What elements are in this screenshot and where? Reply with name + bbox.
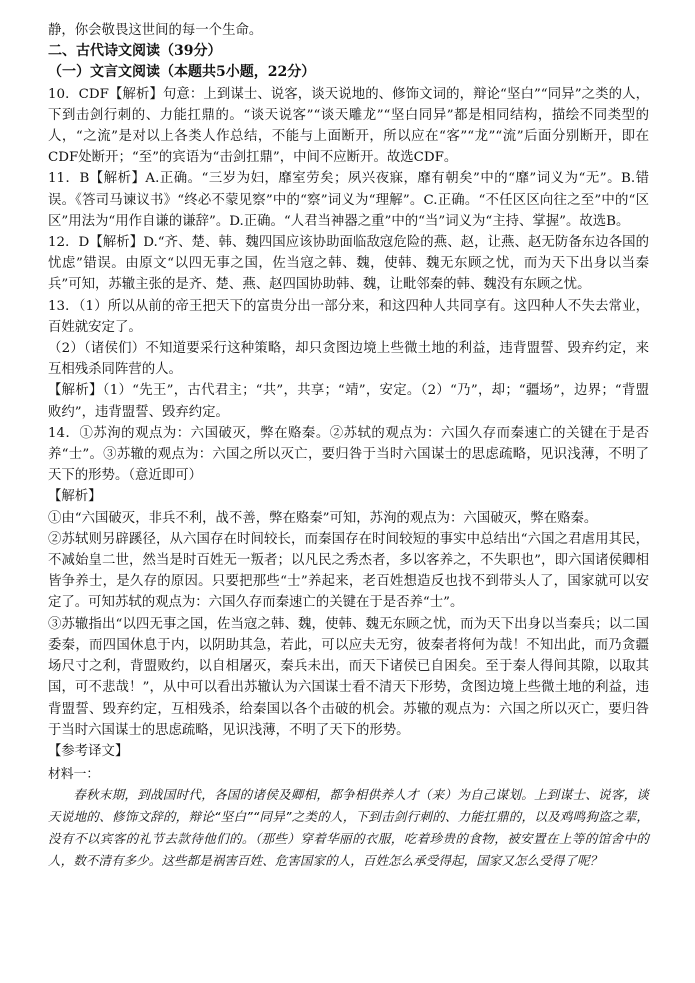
analysis-point-1: ①由“六国破灭，非兵不利，战不善，弊在赂秦”可知，苏洵的观点为：六国破灭，弊在赂秦。: [48, 510, 598, 526]
answer-q13-analysis: 【解析】（1）“先王”，古代君主；“共”，共享；“靖”，安定。（2）“乃”，却；“疆场”，边界；“背盟败约”，违背盟誓、毁弃约定。: [48, 383, 649, 420]
translation-block: [48, 766, 649, 872]
answer-q10: 10．CDF【解析】句意：上到谋士、说客，谈天说地的、修饰文词的，辩论“坚白”“同异”之类的人，下到击剑行刺的、力能扛鼎的。“谈天说客”“谈天雕龙”“坚白同异”都是相同结构，描绘不同类型的人，“之流”是对以上各类人作总结，不能与上面断开，所以应在“客”“龙”“流”后面分别断开，即在CDF处断开；“至”的宾语为“击剑扛鼎”，中间不应断开。故选CDF。: [48, 86, 649, 166]
analysis-label: 【解析】: [48, 489, 102, 505]
section-heading: 二、古代诗文阅读（39分）: [48, 43, 222, 60]
answer-q13-part1: 13．（1）所以从前的帝王把天下的富贵分出一部分来，和这四种人共同享有。这四种人不失去常业，百姓就安定了。: [48, 298, 649, 335]
reference-translation-label: 【参考译文】: [48, 743, 129, 759]
subsection-heading: （一）文言文阅读（本题共5小题，22分）: [48, 64, 316, 81]
translation-paragraph: 春秋末期，到战国时代，各国的诸侯及卿相，都争相供养人才（来）为自己谋划。上到谋士、说客，谈天说地的、修饰文辞的，辩论“坚白”“同异”之类的人，下到击剑行刺的、力能扛鼎的，以及鸡鸣狗盗之辈，没有不以宾客的礼节去款待他们的。（那些）穿着华丽的衣服，吃着珍贵的食物，被安置在上等的馆舍中的人，数不清有多少。这些都是祸害百姓、危害国家的人，百姓怎么承受得起，国家又怎么受得了呢？: [48, 787, 649, 869]
answer-q11: 11．B【解析】A.正确。“三岁为妇，靡室劳矣；夙兴夜寐，靡有朝矣”中的“靡”词义为“无”。B.错误。《答司马谏议书》“终必不蒙见察”中的“察”词义为“理解”。C.正确。“不任区区向往之至”中的“区区”用法为“用作自谦的谦辞”。D.正确。“人君当神器之重”中的“当”词义为“主持、掌握”。故选B。: [48, 171, 649, 229]
answer-q14: 14．①苏洵的观点为：六国破灭，弊在赂秦。②苏轼的观点为：六国久存而秦速亡的关键在于是否养“士”。③苏辙的观点为：六国之所以灭亡，要归咎于当时六国谋士的思虑疏略，见识浅薄，不明了天下的形势。（意近即可）: [48, 425, 649, 484]
analysis-point-2: ②苏轼则另辟蹊径，从六国存在时间较长，而秦国存在时间较短的事实中总结出“六国之君虐用其民，不减始皇二世，然当是时百姓无一叛者；以凡民之秀杰者，多以客养之，不失职也”，即六国诸侯卿相皆争养士，是久存的原因。只要把那些“士”养起来，老百姓想造反也找不到带头人了，国家就可以安定了。可知苏轼的观点为：六国久存而秦速亡的关键在于是否养“士”。: [48, 531, 649, 611]
analysis-point-3: ③苏辙指出“以四无事之国，佐当寇之韩、魏，使韩、魏无东顾之忧，而为天下出身以当秦兵；以二国委秦，而四国休息于内，以阴助其急，若此，可以应夫无穷，彼秦者将何为哉！不知出此，而乃贪疆场尺寸之利，背盟败约，以自相屠灭，秦兵未出，而天下诸侯已自困矣。至于秦人得间其隙，以取其国，可不悲哉！”，从中可以看出苏辙认为六国谋士看不清天下形势，贪图边境上些微土地的利益，违背盟誓、毁弃约定，互相残杀，给秦国以各个击破的机会。苏辙的观点为：六国之所以灭亡，要归咎于当时六国谋士的思虑疏略，见识浅薄，不明了天下的形势。: [48, 616, 649, 738]
answer-q12: 12．D【解析】D.“齐、楚、韩、魏四国应该协助面临敌寇危险的燕、赵，让燕、赵无防备东边各国的忧虑”错误。由原文“以四无事之国，佐当寇之韩、魏，使韩、魏无东顾之忧，而为天下出身以当秦兵”可知，苏辙主张的是齐、楚、燕、赵四国协助韩、魏，让毗邻秦的韩、魏没有东顾之忧。: [48, 235, 649, 293]
material-one-label: 材料一：: [48, 767, 100, 783]
answer-q13-part2: （2）（诸侯们）不知道要采行这种策略，却只贪图边境上些微土地的利益，违背盟誓、毁弃约定，来互相残杀同阵营的人。: [48, 341, 649, 378]
intro-line: 静，你会敬畏这世间的每一个生命。: [48, 23, 263, 38]
